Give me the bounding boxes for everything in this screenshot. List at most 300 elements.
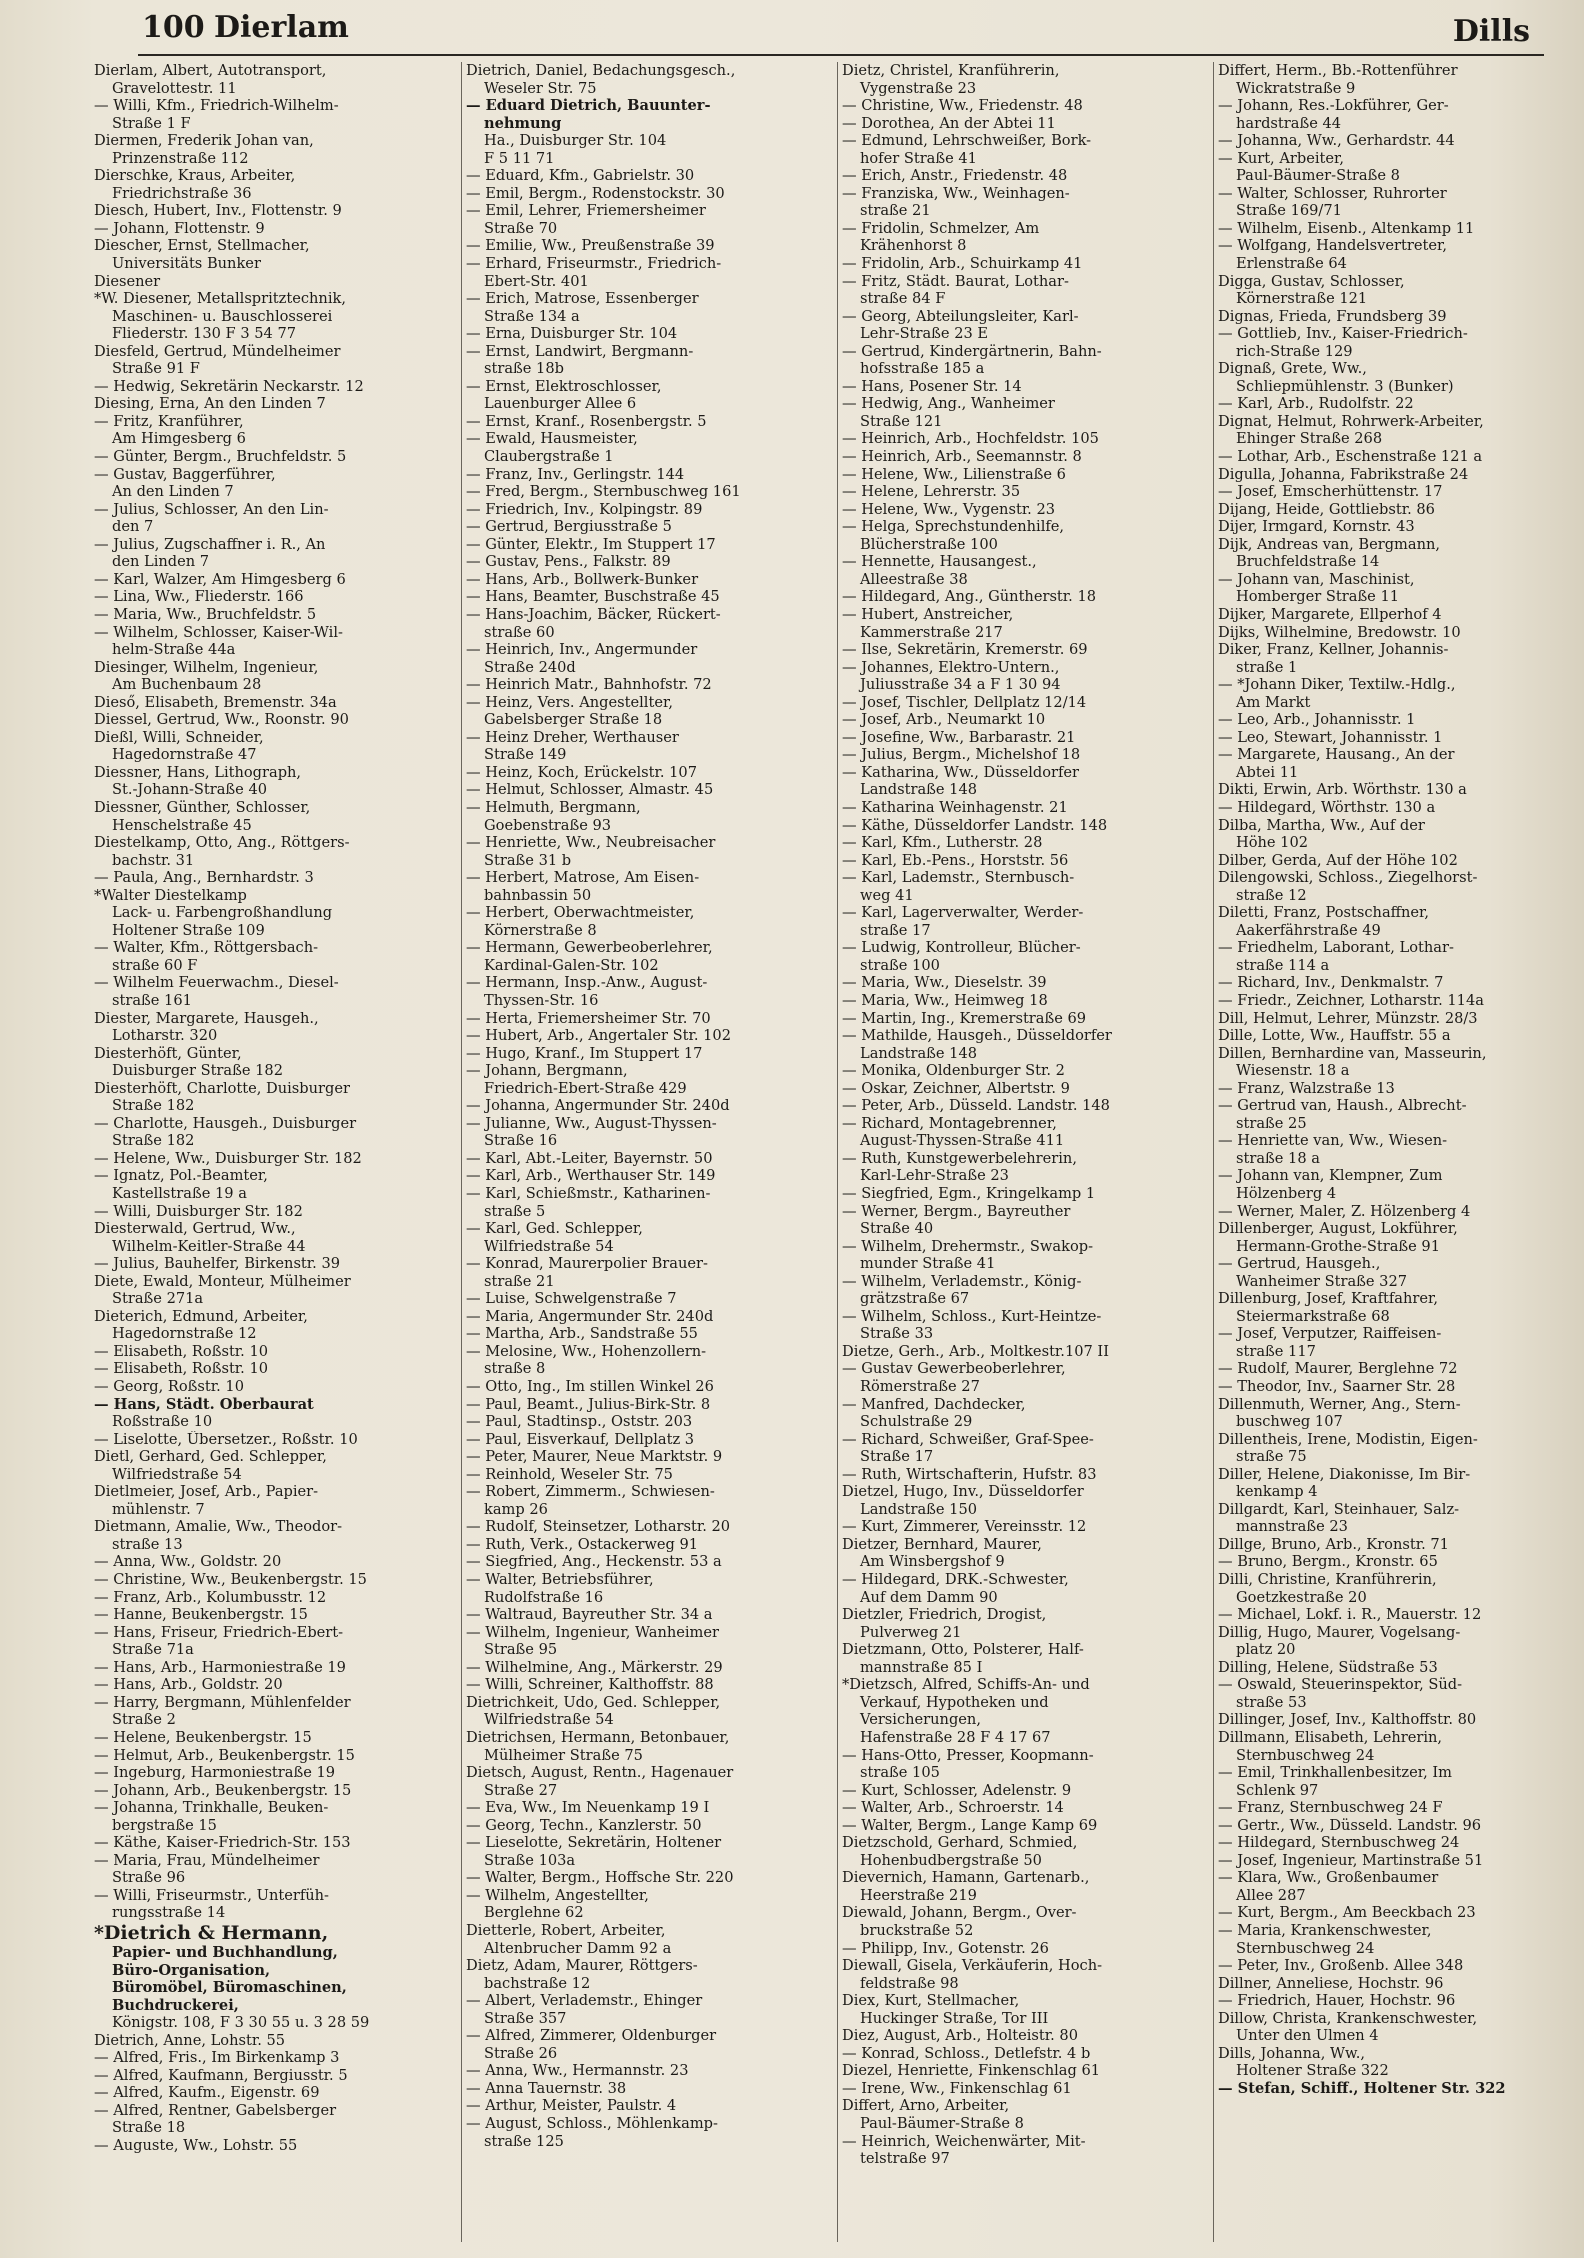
entry-continuation: F 5 11 71 (484, 149, 555, 167)
directory-entry: Dijks, Wilhelmine, Bredowstr. 10 (1218, 623, 1461, 641)
directory-entry: Dietrichkeit, Udo, Ged. Schlepper, (466, 1693, 721, 1711)
directory-entry: — Irene, Ww., Finkenschlag 61 (842, 2079, 1072, 2097)
entry-continuation: Ehinger Straße 268 (1236, 430, 1383, 448)
directory-entry: Dilengowski, Schloss., Ziegelhorst- (1218, 869, 1478, 887)
directory-entry: Dillinger, Josef, Inv., Kalthoffstr. 80 (1218, 1711, 1477, 1729)
directory-entry: — Elisabeth, Roßstr. 10 (94, 1342, 269, 1360)
entry-continuation: Straße 95 (484, 1641, 558, 1659)
directory-entry: — Walter, Kfm., Röttgersbach- (94, 939, 319, 957)
directory-entry: — Käthe, Düsseldorfer Landstr. 148 (842, 816, 1108, 834)
directory-entry: Dilba, Martha, Ww., Auf der (1218, 816, 1425, 834)
directory-entry: — Margarete, Hausang., An der (1218, 746, 1455, 764)
directory-entry: — Helene, Beukenbergstr. 15 (94, 1728, 312, 1746)
directory-entry: — Hubert, Arb., Angertaler Str. 102 (466, 1027, 731, 1045)
directory-entry: Dietrichsen, Hermann, Betonbauer, (466, 1728, 730, 1746)
entry-continuation: Straße 149 (484, 746, 567, 764)
directory-entry: — Hubert, Anstreicher, (842, 605, 1014, 623)
entry-continuation: Auf dem Damm 90 (860, 1588, 998, 1606)
directory-entry: Dignat, Helmut, Rohrwerk-Arbeiter, (1218, 412, 1484, 430)
directory-entry: Dietrich, Daniel, Bedachungsgesch., (466, 62, 736, 79)
directory-entry: — Elisabeth, Roßstr. 10 (94, 1360, 269, 1378)
directory-entry: — Johanna, Ww., Gerhardstr. 44 (1218, 132, 1455, 150)
entry-continuation: Sternbuschweg 24 (1236, 1746, 1375, 1764)
directory-entry: — Josef, Tischler, Dellplatz 12/14 (842, 693, 1087, 711)
directory-entry: — Ernst, Kranf., Rosenbergstr. 5 (466, 412, 707, 430)
directory-entry: — Josef, Arb., Neumarkt 10 (842, 711, 1046, 729)
entry-continuation: rich-Straße 129 (1236, 342, 1353, 360)
column-divider (837, 62, 838, 2242)
entry-continuation: Claubergstraße 1 (484, 448, 614, 466)
directory-entry: — Rudolf, Maurer, Berglehne 72 (1218, 1360, 1458, 1378)
directory-entry: Dietzschold, Gerhard, Schmied, (842, 1834, 1078, 1852)
directory-entry: Diestelkamp, Otto, Ang., Röttgers- (94, 834, 350, 852)
entry-continuation: weg 41 (860, 886, 914, 904)
directory-entry: — Hans, Arb., Bollwerk-Bunker (466, 570, 699, 588)
entry-continuation: straße 105 (860, 1764, 940, 1782)
directory-entry: — Johann van, Maschinist, (1218, 570, 1415, 588)
directory-entry: — Herta, Friemersheimer Str. 70 (466, 1009, 711, 1027)
entry-continuation: straße 117 (1236, 1342, 1316, 1360)
directory-entry: — Karl, Arb., Rudolfstr. 22 (1218, 395, 1414, 413)
directory-entry: Digulla, Johanna, Fabrikstraße 24 (1218, 465, 1469, 483)
directory-entry: — Josefine, Ww., Barbarastr. 21 (842, 728, 1076, 746)
directory-entry: — Lieselotte, Sekretärin, Holtener (466, 1834, 722, 1852)
directory-entry: — Paul, Beamt., Julius-Birk-Str. 8 (466, 1395, 711, 1413)
directory-entry: — Katharina, Ww., Düsseldorfer (842, 763, 1079, 781)
entry-continuation: bahnbassin 50 (484, 886, 592, 904)
directory-entry: — Karl, Walzer, Am Himgesberg 6 (94, 570, 346, 588)
directory-entry: — August, Schloss., Möhlenkamp- (466, 2114, 718, 2132)
directory-entry: — Wolfgang, Handelsvertreter, (1218, 237, 1447, 255)
directory-entry: — Alfred, Zimmerer, Oldenburger (466, 2027, 717, 2045)
entry-continuation: Goebenstraße 93 (484, 816, 612, 834)
directory-entry: — Erich, Matrose, Essenberger (466, 290, 699, 308)
directory-entry: — Lina, Ww., Fliederstr. 166 (94, 588, 304, 606)
directory-entry: Diescher, Ernst, Stellmacher, (94, 237, 310, 255)
directory-entry: — Fritz, Kranführer, (94, 412, 244, 430)
column-4 (1218, 62, 1566, 2252)
entry-continuation: Abtei 11 (1236, 763, 1299, 781)
directory-entry: *Dietzsch, Alfred, Schiffs-An- und (842, 1676, 1090, 1694)
directory-entry: — Charlotte, Hausgeh., Duisburger (94, 1114, 357, 1132)
entry-continuation: Fliederstr. 130 F 3 54 77 (112, 325, 297, 343)
directory-entry: — Otto, Ing., Im stillen Winkel 26 (466, 1378, 714, 1396)
entry-continuation: Landstraße 150 (860, 1500, 978, 1518)
directory-entry: — Kurt, Bergm., Am Beeckbach 23 (1218, 1904, 1476, 1922)
directory-entry: — Hugo, Kranf., Im Stuppert 17 (466, 1044, 703, 1062)
entry-continuation: Paul-Bäumer-Straße 8 (1236, 167, 1400, 185)
directory-entry: — Johann van, Klempner, Zum (1218, 1167, 1443, 1185)
entry-continuation: Holtener Straße 109 (112, 921, 265, 939)
directory-entry: Diete, Ewald, Monteur, Mülheimer (94, 1272, 351, 1290)
entry-continuation: Ha., Duisburger Str. 104 (484, 132, 667, 150)
directory-entry: Dillow, Christa, Krankenschwester, (1218, 2009, 1478, 2027)
directory-entry: — Hans-Otto, Presser, Koopmann- (842, 1746, 1094, 1764)
directory-entry: — Hans, Beamter, Buschstraße 45 (466, 588, 720, 606)
entry-continuation: hofsstraße 185 a (860, 360, 985, 378)
directory-entry: — Helene, Ww., Duisburger Str. 182 (94, 1149, 362, 1167)
entry-continuation: bachstr. 31 (112, 851, 195, 869)
directory-entry: — Johanna, Trinkhalle, Beuken- (94, 1799, 329, 1817)
directory-entry: — Ruth, Kunstgewerbelehrerin, (842, 1149, 1077, 1167)
directory-entry: Diewald, Johann, Bergm., Over- (842, 1904, 1077, 1922)
entry-continuation: straße 161 (112, 991, 192, 1009)
directory-entry: — Kurt, Zimmerer, Vereinsstr. 12 (842, 1518, 1087, 1536)
directory-entry: — Eduard, Kfm., Gabrielstr. 30 (466, 167, 695, 185)
entry-continuation: Allee 287 (1236, 1886, 1306, 1904)
directory-entry: — Maria, Ww., Bruchfeldstr. 5 (94, 605, 317, 623)
entry-continuation: bergstraße 15 (112, 1816, 217, 1834)
directory-entry: — Henriette, Ww., Neubreisacher (466, 834, 716, 852)
directory-entry: Differt, Herm., Bb.-Rottenführer (1218, 62, 1458, 79)
left-keyword: Dierlam (214, 10, 349, 45)
entry-continuation: Straße 40 (860, 1220, 934, 1238)
entry-continuation: straße 53 (1236, 1693, 1307, 1711)
directory-entry: — Karl, Arb., Werthauser Str. 149 (466, 1167, 716, 1185)
entry-continuation: Hohenbudbergstraße 50 (860, 1851, 1042, 1869)
directory-entry: — Helene, Ww., Vygenstr. 23 (842, 500, 1056, 518)
directory-entry: — Ignatz, Pol.-Beamter, (94, 1167, 268, 1185)
entry-continuation: Holtener Straße 322 (1236, 2062, 1389, 2080)
entry-continuation: Landstraße 148 (860, 1044, 978, 1062)
directory-entry: — Hildegard, Ang., Güntherstr. 18 (842, 588, 1097, 606)
directory-entry: — Gustav, Baggerführer, (94, 465, 276, 483)
directory-entry: — Günter, Elektr., Im Stuppert 17 (466, 535, 716, 553)
entry-continuation: Duisburger Straße 182 (112, 1062, 283, 1080)
entry-continuation: platz 20 (1236, 1641, 1296, 1659)
directory-entry: Dierlam, Albert, Autotransport, (94, 62, 327, 79)
directory-entry: *Walter Diestelkamp (94, 886, 247, 904)
directory-entry: — Helmut, Arb., Beukenbergstr. 15 (94, 1746, 355, 1764)
directory-entry: Dille, Lotte, Ww., Hauffstr. 55 a (1218, 1027, 1451, 1045)
entry-continuation: Paul-Bäumer-Straße 8 (860, 2114, 1024, 2132)
directory-entry: — Hans, Friseur, Friedrich-Ebert- (94, 1623, 344, 1641)
directory-entry: — Günter, Bergm., Bruchfeldstr. 5 (94, 448, 347, 466)
entry-continuation: Hagedornstraße 47 (112, 746, 257, 764)
entry-continuation: Straße 121 (860, 412, 943, 430)
directory-entry: Dilli, Christine, Kranführerin, (1218, 1571, 1437, 1589)
directory-entry: — Walter, Betriebsführer, (466, 1571, 654, 1589)
entry-continuation: den 7 (112, 518, 154, 536)
directory-entry: Diletti, Franz, Postschaffner, (1218, 904, 1430, 922)
entry-continuation: Straße 357 (484, 2009, 567, 2027)
directory-entry: Dikti, Erwin, Arb. Wörthstr. 130 a (1218, 781, 1467, 799)
entry-continuation: Schulstraße 29 (860, 1413, 973, 1431)
directory-entry: — Peter, Inv., Großenb. Allee 348 (1218, 1957, 1464, 1975)
directory-entry: — Konrad, Maurerpolier Brauer- (466, 1255, 708, 1273)
entry-continuation: den Linden 7 (112, 553, 210, 571)
directory-entry: Diezel, Henriette, Finkenschlag 61 (842, 2062, 1101, 2080)
entry-continuation: Maschinen- u. Bauschlosserei (112, 307, 333, 325)
directory-entry: — Martha, Arb., Sandstraße 55 (466, 1325, 698, 1343)
directory-entry: — Hans, Posener Str. 14 (842, 377, 1022, 395)
directory-entry: Diermen, Frederik Johan van, (94, 132, 314, 150)
directory-entry: Dietrich, Anne, Lohstr. 55 (94, 2031, 286, 2049)
directory-entry: — Siegfried, Ang., Heckenstr. 53 a (466, 1553, 722, 1571)
directory-entry: — Gertrud, Hausgeh., (1218, 1255, 1381, 1273)
directory-entry: Diessel, Gertrud, Ww., Roonstr. 90 (94, 711, 349, 729)
page-number: 100 (142, 10, 205, 45)
page-header (138, 6, 1544, 56)
entry-continuation: Wiesenstr. 18 a (1236, 1062, 1350, 1080)
directory-entry: — Johann, Arb., Beukenbergstr. 15 (94, 1781, 352, 1799)
directory-entry: — Georg, Techn., Kanzlerstr. 50 (466, 1816, 702, 1834)
entry-continuation: Lehr-Straße 23 E (860, 325, 989, 343)
directory-entry: Dill, Helmut, Lehrer, Münzstr. 28/3 (1218, 1009, 1478, 1027)
entry-continuation: Gabelsberger Straße 18 (484, 711, 663, 729)
entry-continuation: Körnerstraße 8 (484, 921, 597, 939)
directory-entry: — Josef, Verputzer, Raiffeisen- (1218, 1325, 1442, 1343)
directory-entry: — Theodor, Inv., Saarner Str. 28 (1218, 1378, 1456, 1396)
directory-entry: Dijer, Irmgard, Kornstr. 43 (1218, 518, 1415, 536)
entry-continuation: straße 60 (484, 623, 555, 641)
directory-entry: — Willi, Kfm., Friedrich-Wilhelm- (94, 97, 339, 115)
entry-continuation: An den Linden 7 (112, 483, 234, 501)
directory-entry: — Anna, Ww., Hermannstr. 23 (466, 2062, 689, 2080)
directory-entry: Diesener (94, 272, 161, 290)
directory-entry: — Emil, Trinkhallenbesitzer, Im (1218, 1764, 1453, 1782)
entry-continuation: Aakerfährstraße 49 (1236, 921, 1381, 939)
entry-continuation: Straße 134 a (484, 307, 580, 325)
entry-continuation: Kammerstraße 217 (860, 623, 1003, 641)
directory-entry: — Walter, Schlosser, Ruhrorter (1218, 184, 1447, 202)
directory-entry: Dijk, Andreas van, Bergmann, (1218, 535, 1441, 553)
entry-continuation: straße 75 (1236, 1448, 1307, 1466)
directory-entry: — Julius, Schlosser, An den Lin- (94, 500, 329, 518)
directory-entry: — *Johann Diker, Textilw.-Hdlg., (1218, 676, 1456, 694)
directory-entry: — Julius, Bauhelfer, Birkenstr. 39 (94, 1255, 341, 1273)
directory-entry: — Herbert, Matrose, Am Eisen- (466, 869, 700, 887)
entry-continuation: Friedrichstraße 36 (112, 184, 252, 202)
directory-entry: — Mathilde, Hausgeh., Düsseldorfer (842, 1027, 1112, 1045)
entry-continuation: mannstraße 85 I (860, 1658, 983, 1676)
directory-entry: — Karl, Kfm., Lutherstr. 28 (842, 834, 1043, 852)
directory-entry: — Julius, Zugschaffner i. R., An (94, 535, 326, 553)
directory-entry: — Karl, Eb.-Pens., Horststr. 56 (842, 851, 1069, 869)
directory-entry: — Julianne, Ww., August-Thyssen- (466, 1114, 717, 1132)
directory-entry: Dignaß, Grete, Ww., (1218, 360, 1367, 378)
directory-entry: — Arthur, Meister, Paulstr. 4 (466, 2097, 677, 2115)
entry-continuation: telstraße 97 (860, 2150, 950, 2168)
entry-continuation: Wilhelm-Keitler-Straße 44 (112, 1237, 306, 1255)
entry-continuation: Am Himgesberg 6 (112, 430, 246, 448)
entry-continuation: Krähenhorst 8 (860, 237, 967, 255)
directory-entry: — Monika, Oldenburger Str. 2 (842, 1062, 1065, 1080)
entry-continuation: Kardinal-Galen-Str. 102 (484, 956, 659, 974)
directory-entry: — Julius, Bergm., Michelshof 18 (842, 746, 1081, 764)
directory-entry: — Johanna, Angermunder Str. 240d (466, 1097, 730, 1115)
right-keyword: Dills (1452, 14, 1530, 49)
column-3 (842, 62, 1208, 2252)
directory-entry: — Ernst, Landwirt, Bergmann- (466, 342, 694, 360)
directory-entry: Dillenburg, Josef, Kraftfahrer, (1218, 1290, 1438, 1308)
entry-continuation: Straße 103a (484, 1851, 576, 1869)
directory-entry: — Franz, Arb., Kolumbusstr. 12 (94, 1588, 327, 1606)
directory-entry: — Gottlieb, Inv., Kaiser-Friedrich- (1218, 325, 1468, 343)
directory-entry: — Heinrich, Arb., Seemannstr. 8 (842, 448, 1082, 466)
directory-entry: — Friedrich, Inv., Kolpingstr. 89 (466, 500, 703, 518)
entry-continuation: Straße 182 (112, 1132, 195, 1150)
directory-entry: — Helmuth, Bergmann, (466, 798, 641, 816)
entry-continuation: straße 100 (860, 956, 940, 974)
entry-continuation: Mülheimer Straße 75 (484, 1746, 643, 1764)
entry-continuation: Weseler Str. 75 (484, 79, 597, 97)
directory-entry: — Maria, Krankenschwester, (1218, 1921, 1432, 1939)
directory-entry: — Ruth, Wirtschafterin, Hufstr. 83 (842, 1465, 1097, 1483)
entry-continuation: Am Winsbergshof 9 (860, 1553, 1005, 1571)
directory-entry: — Gustav Gewerbeoberlehrer, (842, 1360, 1066, 1378)
directory-entry: — Herbert, Oberwachtmeister, (466, 904, 695, 922)
directory-entry: — Heinrich, Weichenwärter, Mit- (842, 2132, 1086, 2150)
directory-entry: Diker, Franz, Kellner, Johannis- (1218, 641, 1449, 659)
entry-continuation: Wilfriedstraße 54 (112, 1465, 242, 1483)
directory-entry: Dillenberger, August, Lokführer, (1218, 1220, 1458, 1238)
directory-entry: — Karl, Abt.-Leiter, Bayernstr. 50 (466, 1149, 713, 1167)
directory-entry: — Walter, Bergm., Lange Kamp 69 (842, 1816, 1098, 1834)
entry-continuation: Hafenstraße 28 F 4 17 67 (860, 1728, 1051, 1746)
directory-entry: — Maria, Angermunder Str. 240d (466, 1307, 714, 1325)
entry-continuation: Straße 1 F (112, 114, 191, 132)
directory-entry: — Eduard Dietrich, Bauunter- (466, 97, 711, 115)
directory-entry: — Johann, Res.-Lokführer, Ger- (1218, 97, 1449, 115)
entry-continuation: Homberger Straße 11 (1236, 588, 1400, 606)
directory-entry: *W. Diesener, Metallspritztechnik, (94, 290, 346, 308)
directory-entry: — Friedrich, Hauer, Hochstr. 96 (1218, 1992, 1456, 2010)
directory-entry: Dijker, Margarete, Ellperhof 4 (1218, 605, 1442, 623)
directory-entry: Dillge, Bruno, Arb., Kronstr. 71 (1218, 1535, 1449, 1553)
entry-continuation: kamp 26 (484, 1500, 548, 1518)
directory-entry: — Henriette van, Ww., Wiesen- (1218, 1132, 1448, 1150)
directory-entry: — Werner, Bergm., Bayreuther (842, 1202, 1071, 1220)
directory-entry: — Heinrich, Inv., Angermunder (466, 641, 698, 659)
entry-continuation: straße 84 F (860, 290, 946, 308)
column-divider (1213, 62, 1214, 2242)
directory-entry: — Siegfried, Egm., Kringelkamp 1 (842, 1185, 1096, 1202)
entry-continuation: feldstraße 98 (860, 1974, 959, 1992)
directory-entry: Dietze, Gerh., Arb., Moltkestr.107 II (842, 1342, 1109, 1360)
directory-entry: Dietzmann, Otto, Polsterer, Half- (842, 1641, 1084, 1659)
directory-entry: — Fridolin, Schmelzer, Am (842, 219, 1040, 237)
directory-entry: Diesterhöft, Charlotte, Duisburger (94, 1079, 350, 1097)
entry-continuation: straße 60 F (112, 956, 198, 974)
directory-entry: — Luise, Schwelgenstraße 7 (466, 1290, 677, 1308)
directory-entry: Dilber, Gerda, Auf der Höhe 102 (1218, 851, 1458, 869)
entry-continuation: Steiermarkstraße 68 (1236, 1307, 1390, 1325)
directory-entry: Diesch, Hubert, Inv., Flottenstr. 9 (94, 202, 342, 220)
directory-entry: — Emil, Bergm., Rodenstockstr. 30 (466, 184, 725, 202)
directory-entry: — Liselotte, Übersetzer., Roßstr. 10 (94, 1430, 358, 1448)
directory-entry: Dietz, Adam, Maurer, Röttgers- (466, 1957, 698, 1975)
entry-continuation: Vygenstraße 23 (860, 79, 977, 97)
directory-entry: Dießl, Willi, Schneider, (94, 728, 264, 746)
entry-continuation: mannstraße 23 (1236, 1518, 1348, 1536)
directory-entry: Dietzer, Bernhard, Maurer, (842, 1535, 1042, 1553)
directory-entry: — Erna, Duisburger Str. 104 (466, 325, 678, 343)
directory-entry: Dillner, Anneliese, Hochstr. 96 (1218, 1974, 1444, 1992)
entry-continuation: Straße 31 b (484, 851, 572, 869)
directory-entry: — Helga, Sprechstundenhilfe, (842, 518, 1065, 536)
entry-continuation: Straße 71a (112, 1641, 194, 1659)
directory-entry: — Albert, Verlademstr., Ehinger (466, 1992, 703, 2010)
entry-continuation: Körnerstraße 121 (1236, 290, 1368, 308)
entry-continuation: Alleestraße 38 (860, 570, 968, 588)
directory-entry: — Hermann, Insp.-Anw., August- (466, 974, 708, 992)
directory-entry: — Hildegard, Wörthstr. 130 a (1218, 798, 1436, 816)
entry-continuation: Wilfriedstraße 54 (484, 1711, 614, 1729)
entry-continuation: Roßstraße 10 (112, 1413, 213, 1431)
directory-entry: Dignas, Frieda, Frundsberg 39 (1218, 307, 1447, 325)
directory-entry: — Franz, Inv., Gerlingstr. 144 (466, 465, 685, 483)
directory-entry: — Wilhelm Feuerwachm., Diesel- (94, 974, 339, 992)
directory-entry: — Rudolf, Steinsetzer, Lotharstr. 20 (466, 1518, 731, 1536)
directory-entry: — Auguste, Ww., Lohstr. 55 (94, 2136, 298, 2154)
entry-continuation: Bruchfeldstraße 14 (1236, 553, 1380, 571)
directory-entry: Dieterich, Edmund, Arbeiter, (94, 1307, 308, 1325)
directory-entry: *Dietrich & Hermann, (94, 1921, 329, 1944)
directory-entry: Dillig, Hugo, Maurer, Vogelsang- (1218, 1623, 1461, 1641)
entry-continuation: straße 8 (484, 1360, 546, 1378)
entry-continuation: Straße 33 (860, 1325, 934, 1343)
directory-entry: — Richard, Schweißer, Graf-Spee- (842, 1430, 1094, 1448)
directory-entry: — Peter, Maurer, Neue Marktstr. 9 (466, 1448, 723, 1466)
directory-entry: Diez, August, Arb., Holteistr. 80 (842, 2027, 1078, 2045)
column-divider (461, 62, 462, 2242)
entry-continuation: Wilfriedstraße 54 (484, 1237, 614, 1255)
entry-continuation: Straße 182 (112, 1097, 195, 1115)
entry-continuation: Straße 27 (484, 1781, 558, 1799)
entry-continuation: Friedrich-Ebert-Straße 429 (484, 1079, 687, 1097)
directory-entry: — Paul, Stadtinsp., Oststr. 203 (466, 1413, 693, 1431)
directory-entry: Dillgardt, Karl, Steinhauer, Salz- (1218, 1500, 1460, 1518)
entry-continuation: straße 5 (484, 1202, 546, 1220)
entry-continuation: Wanheimer Straße 327 (1236, 1272, 1408, 1290)
directory-entry: — Katharina Weinhagenstr. 21 (842, 798, 1068, 816)
directory-entry: — Dorothea, An der Abtei 11 (842, 114, 1056, 132)
entry-continuation: Blücherstraße 100 (860, 535, 998, 553)
directory-entry: — Heinz, Koch, Erückelstr. 107 (466, 763, 697, 781)
entry-continuation: Königstr. 108, F 3 30 55 u. 3 28 59 (112, 2014, 370, 2032)
entry-continuation: Römerstraße 27 (860, 1378, 980, 1396)
directory-entry: — Klara, Ww., Großenbaumer (1218, 1869, 1439, 1887)
column-2 (466, 62, 832, 2252)
directory-entry: — Emil, Lehrer, Friemersheimer (466, 202, 706, 220)
directory-entry: — Hildegard, Sternbuschweg 24 (1218, 1834, 1460, 1852)
directory-entry: — Josef, Emscherhüttenstr. 17 (1218, 483, 1443, 501)
directory-entry: — Willi, Schreiner, Kalthoffstr. 88 (466, 1676, 714, 1694)
entry-continuation: Universitäts Bunker (112, 255, 261, 273)
directory-entry: — Friedr., Zeichner, Lotharstr. 114a (1218, 991, 1484, 1009)
entry-continuation: straße 13 (112, 1535, 183, 1553)
directory-entry: — Emilie, Ww., Preußenstraße 39 (466, 237, 715, 255)
directory-entry: — Oskar, Zeichner, Albertstr. 9 (842, 1079, 1070, 1097)
directory-entry: Dillentheis, Irene, Modistin, Eigen- (1218, 1430, 1478, 1448)
directory-entry: — Harry, Bergmann, Mühlenfelder (94, 1693, 351, 1711)
directory-entry: — Werner, Maler, Z. Hölzenberg 4 (1218, 1202, 1471, 1220)
entry-continuation: straße 25 (1236, 1114, 1307, 1132)
directory-entry: — Willi, Friseurmstr., Unterfüh- (94, 1886, 329, 1904)
directory-entry: — Alfred, Kaufm., Eigenstr. 69 (94, 2084, 320, 2102)
entry-continuation: Hermann-Grothe-Straße 91 (1236, 1237, 1440, 1255)
directory-entry: — Hedwig, Sekretärin Neckarstr. 12 (94, 377, 364, 395)
entry-continuation: straße 114 a (1236, 956, 1330, 974)
directory-entry: — Hedwig, Ang., Wanheimer (842, 395, 1055, 413)
entry-continuation: Altenbrucher Damm 92 a (484, 1939, 672, 1957)
directory-entry: — Stefan, Schiff., Holtener Str. 322 (1218, 2079, 1506, 2097)
directory-entry: — Hanne, Beukenbergstr. 15 (94, 1606, 308, 1624)
directory-entry: — Heinrich Matr., Bahnhofstr. 72 (466, 676, 712, 694)
directory-entry: — Paul, Eisverkauf, Dellplatz 3 (466, 1430, 695, 1448)
entry-continuation: Straße 169/71 (1236, 202, 1342, 220)
